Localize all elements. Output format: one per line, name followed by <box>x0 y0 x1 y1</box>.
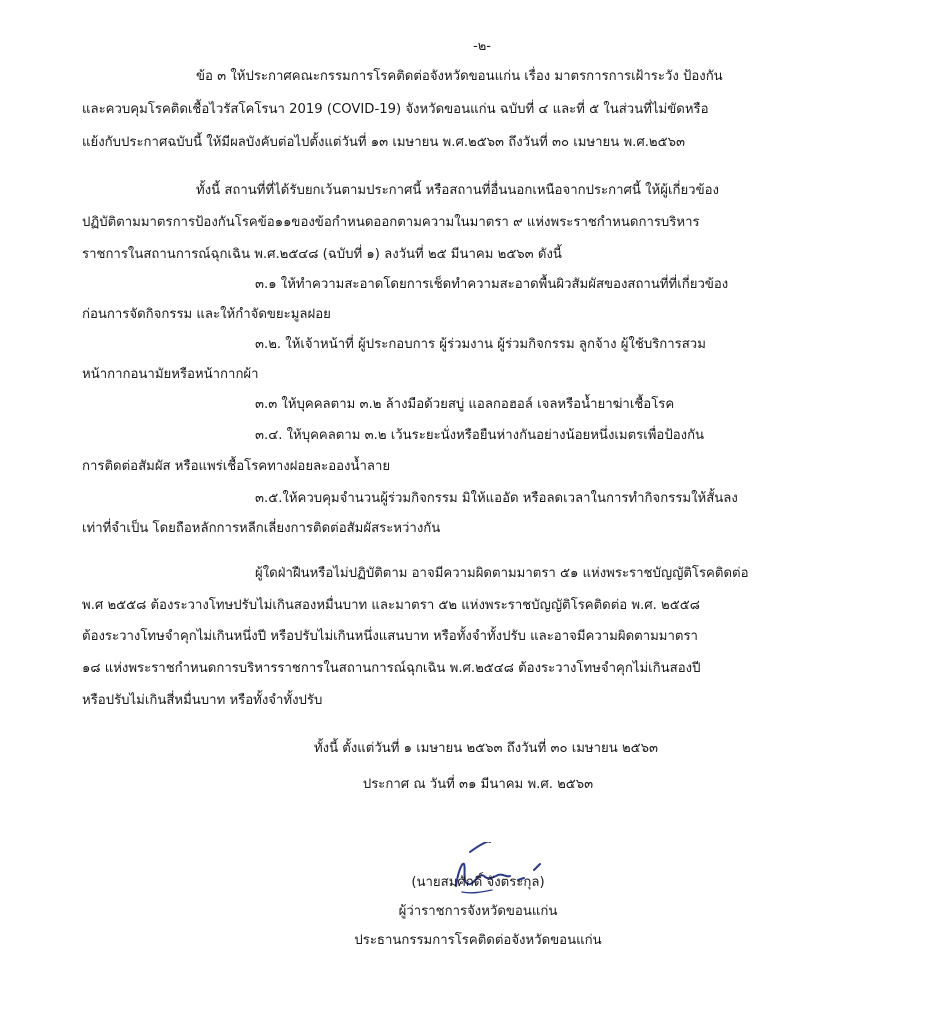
signatory-position-chair: ประธานกรรมการโรคติดต่อจังหวัดขอนแก่น <box>354 933 602 948</box>
item-3-1-line1: ๓.๑ ให้ทำความสะอาดโดยการเช็ดทำความสะอาดพื้นผิวสัมผัสของสถานที่ที่เกี่ยวข้อง <box>255 277 729 292</box>
paragraph1-line1: ข้อ ๓ ให้ประกาศคณะกรรมการโรคติดต่อจังหวัดขอนแก่น เรื่อง มาตรการการเฝ้าระวัง ป้องกัน <box>196 69 723 84</box>
page-number: -๒- <box>473 39 491 54</box>
item-3-4-line2: การติดต่อสัมผัส หรือแพร่เชื้อโรคทางฝอยละอองน้ำลาย <box>82 459 391 474</box>
signatory-position-governor: ผู้ว่าราชการจังหวัดขอนแก่น <box>398 904 558 919</box>
paragraph3-line4: ๑๘ แห่งพระราชกำหนดการบริหารราชการในสถานการณ์ฉุกเฉิน พ.ศ.๒๕๔๘ ต้องระวางโทษจำคุกไม่เกินสองปี <box>82 661 701 676</box>
item-3-4-line1: ๓.๔. ให้บุคคลตาม ๓.๒ เว้นระยะนั่งหรือยืนห่างกันอย่างน้อยหนึ่งเมตรเพื่อป้องกัน <box>255 428 705 443</box>
item-3-2-line1: ๓.๒. ให้เจ้าหน้าที่ ผู้ประกอบการ ผู้ร่วมงาน ผู้ร่วมกิจกรรม ลูกจ้าง ผู้ใช้บริการสวม <box>255 337 706 352</box>
paragraph1-line2: และควบคุมโรคติดเชื้อไวรัสโคโรนา 2019 (COVID-19) จังหวัดขอนแก่น ฉบับที่ ๔ และที่ ๕ ในส่วนที่ไม่ขัดหรือ <box>82 102 709 117</box>
paragraph3-line3: ต้องระวางโทษจำคุกไม่เกินหนึ่งปี หรือปรับไม่เกินหนึ่งแสนบาท หรือทั้งจำทั้งปรับ และอาจมีความผิดตามมาตรา <box>82 629 698 644</box>
paragraph1-line3: แย้งกับประกาศฉบับนี้ ให้มีผลบังคับต่อไปตั้งแต่วันที่ ๑๓ เมษายน พ.ศ.๒๕๖๓ ถึงวันที่ ๓๐ เมษายน พ.ศ.๒๕๖๓ <box>82 135 685 150</box>
paragraph3-line1: ผู้ใดฝ่าฝืนหรือไม่ปฏิบัติตาม อาจมีความผิดตามมาตรา ๕๑ แห่งพระราชบัญญัติโรคติดต่อ <box>255 566 749 581</box>
effective-period: ทั้งนี้ ตั้งแต่วันที่ ๑ เมษายน ๒๕๖๓ ถึงวันที่ ๓๐ เมษายน ๒๕๖๓ <box>313 741 659 756</box>
item-3-1-line2: ก่อนการจัดกิจกรรม และให้กำจัดขยะมูลฝอย <box>82 307 331 322</box>
announcement-date: ประกาศ ณ วันที่ ๓๑ มีนาคม พ.ศ. ๒๕๖๓ <box>362 777 594 792</box>
item-3-3-line1: ๓.๓ ให้บุคคลตาม ๓.๒ ล้างมือด้วยสบู่ แอลกอฮอล์ เจลหรือน้ำยาฆ่าเชื้อโรค <box>255 397 675 412</box>
paragraph2-line3: ราชการในสถานการณ์ฉุกเฉิน พ.ศ.๒๕๔๘ (ฉบับที่ ๑) ลงวันที่ ๒๕ มีนาคม ๒๕๖๓ ดังนี้ <box>82 247 562 262</box>
paragraph3-line5: หรือปรับไม่เกินสี่หมื่นบาท หรือทั้งจำทั้งปรับ <box>82 693 323 708</box>
item-3-2-line2: หน้ากากอนามัยหรือหน้ากากผ้า <box>82 367 259 382</box>
signatory-name: (นายสมศักดิ์ จังตระกุล) <box>411 875 545 890</box>
paragraph2-line1: ทั้งนี้ สถานที่ที่ได้รับยกเว้นตามประกาศนี้ หรือสถานที่อื่นนอกเหนือจากประกาศนี้ ให้ผู้เกี่ยวข้อง <box>196 183 719 198</box>
paragraph2-line2: ปฏิบัติตามมาตรการป้องกันโรคข้อ๑๑ของข้อกำหนดออกตามความในมาตรา ๙ แห่งพระราชกำหนดการบริหาร <box>82 215 700 230</box>
item-3-5-line1: ๓.๕.ให้ควบคุมจำนวนผู้ร่วมกิจกรรม มิให้แออัด หรือลดเวลาในการทำกิจกรรมให้สั้นลง <box>255 491 738 506</box>
handwritten-signature <box>448 842 558 904</box>
paragraph3-line2: พ.ศ ๒๕๕๘ ต้องระวางโทษปรับไม่เกินสองหมื่นบาท และมาตรา ๕๒ แห่งพระราชบัญญัติโรคติดต่อ พ.ศ. ๒๕๕๘ <box>82 598 700 613</box>
item-3-5-line2: เท่าที่จำเป็น โดยถือหลักการหลีกเลี่ยงการติดต่อสัมผัสระหว่างกัน <box>82 521 441 536</box>
